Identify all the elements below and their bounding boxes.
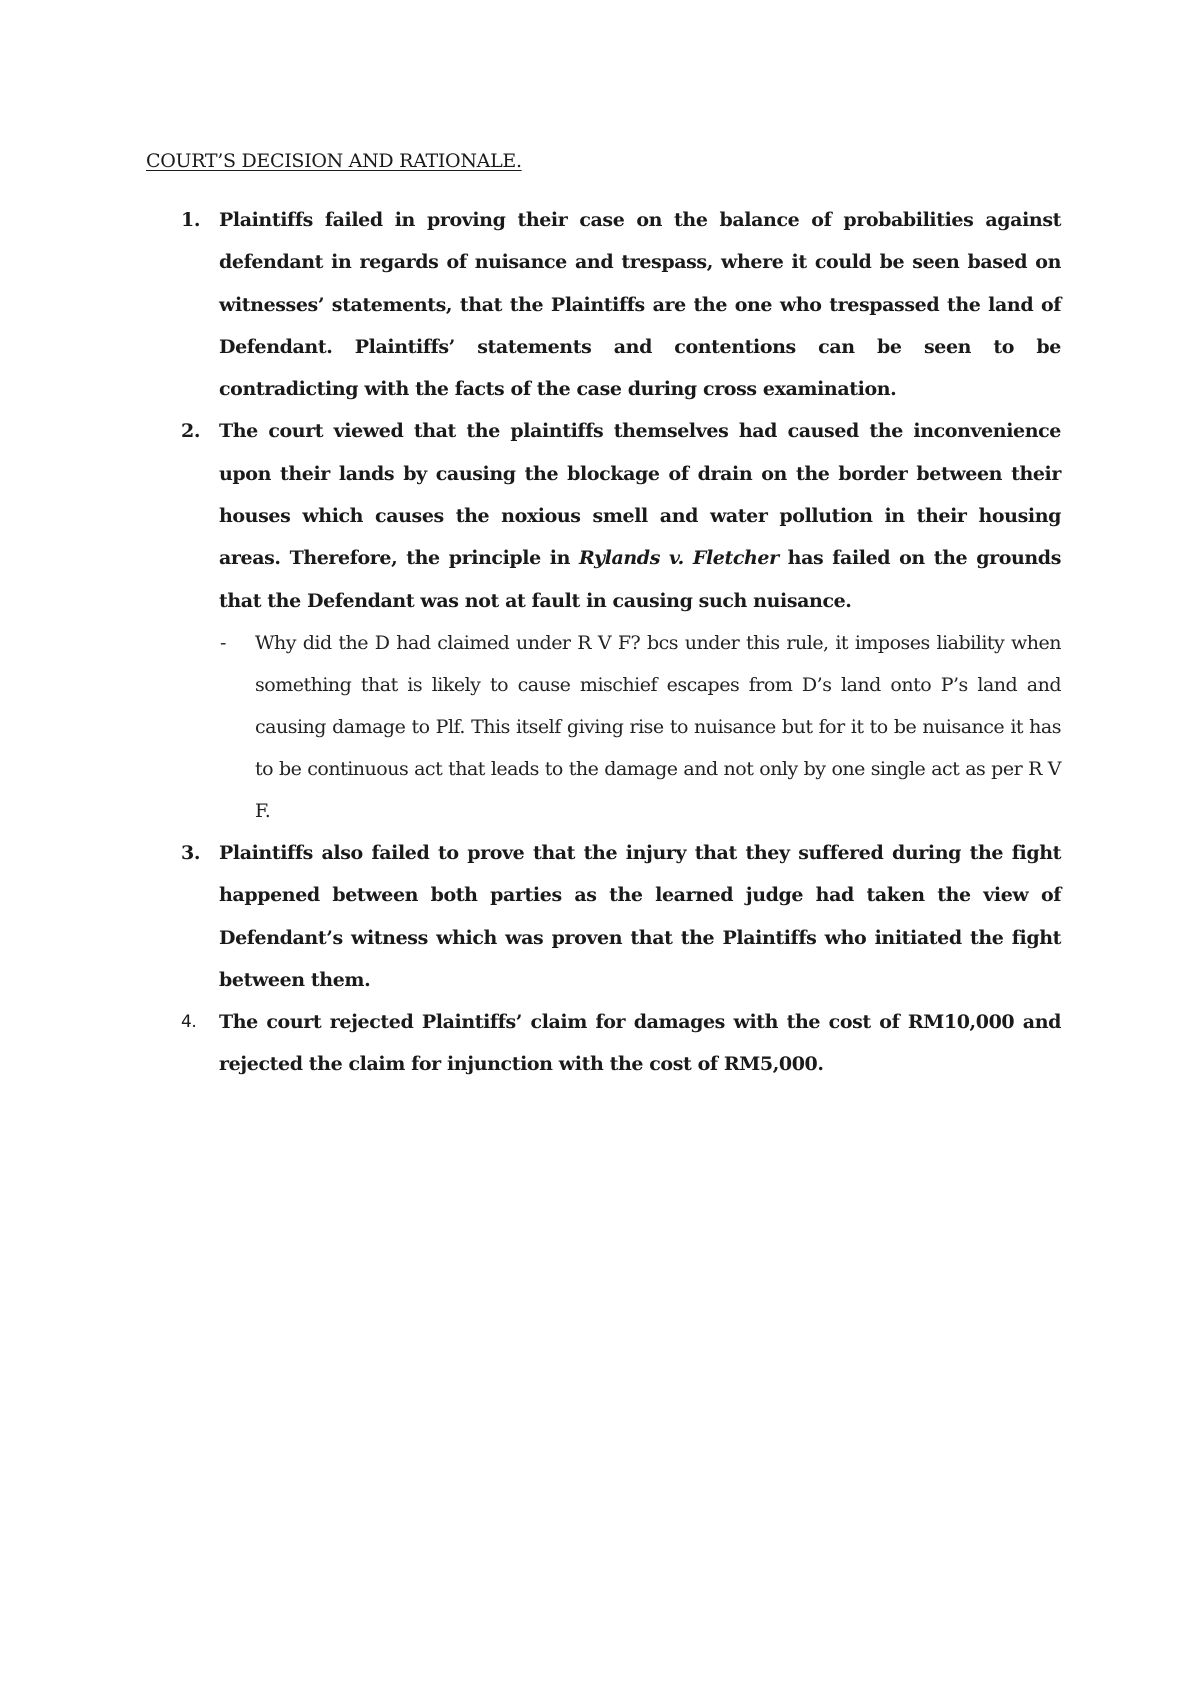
- case-name: Rylands v. Fletcher: [578, 547, 779, 570]
- item-text-after: has failed on the grounds that the Defendant was not at fault in causing such nuisance.: [219, 547, 1061, 612]
- dash-bullet: -: [220, 631, 226, 654]
- item-number: 2.: [181, 420, 201, 443]
- list-item: [146, 1001, 1061, 1086]
- item-text: Plaintiffs also failed to prove that the injury that they suffered during the fight happened between both parties as the learned judge had taken the view of Defendant’s witness which was proven that the Plaintiffs who initiated the fight between them.: [219, 841, 1061, 991]
- item-text-before: The court viewed that the plaintiffs themselves had caused the inconvenience upon their lands by causing the blockage of drain on the border between their houses which causes the noxious smell and water pollution in their housing areas. Therefore, the principle in: [219, 420, 1061, 570]
- list-item: [146, 199, 1061, 410]
- sub-note-text: Why did the D had claimed under R V F? bcs under this rule, it imposes liability when something that is likely to cause mischief escapes from D’s land onto P’s land and causing damage to Plf. This itself giving rise to nuisance but for it to be nuisance it has to be continuous act that leads to the damage and not only by one single act as per R V F.: [255, 631, 1061, 822]
- item-text: Plaintiffs failed in proving their case on the balance of probabilities against defendant in regards of nuisance and trespass, where it could be seen based on witnesses’ statements, that the Plaintiffs are the one who trespassed the land of Defendant. Plaintiffs’ statements and contentions can be seen to be contradicting with the facts of the case during cross examination.: [219, 209, 1061, 401]
- section-heading: COURT’S DECISION AND RATIONALE.: [146, 150, 522, 172]
- item-text: The court rejected Plaintiffs’ claim for damages with the cost of RM10,000 and rejected the claim for injunction with the cost of RM5,000.: [219, 1011, 1061, 1076]
- sub-note: [146, 622, 1061, 832]
- list-item: [146, 832, 1061, 1001]
- item-number: 1.: [181, 209, 201, 231]
- item-text: [219, 410, 1061, 621]
- decision-list: [146, 199, 1061, 1086]
- list-item: [146, 410, 1061, 831]
- item-number: 3.: [181, 841, 201, 864]
- item-number: 4.: [181, 1012, 197, 1033]
